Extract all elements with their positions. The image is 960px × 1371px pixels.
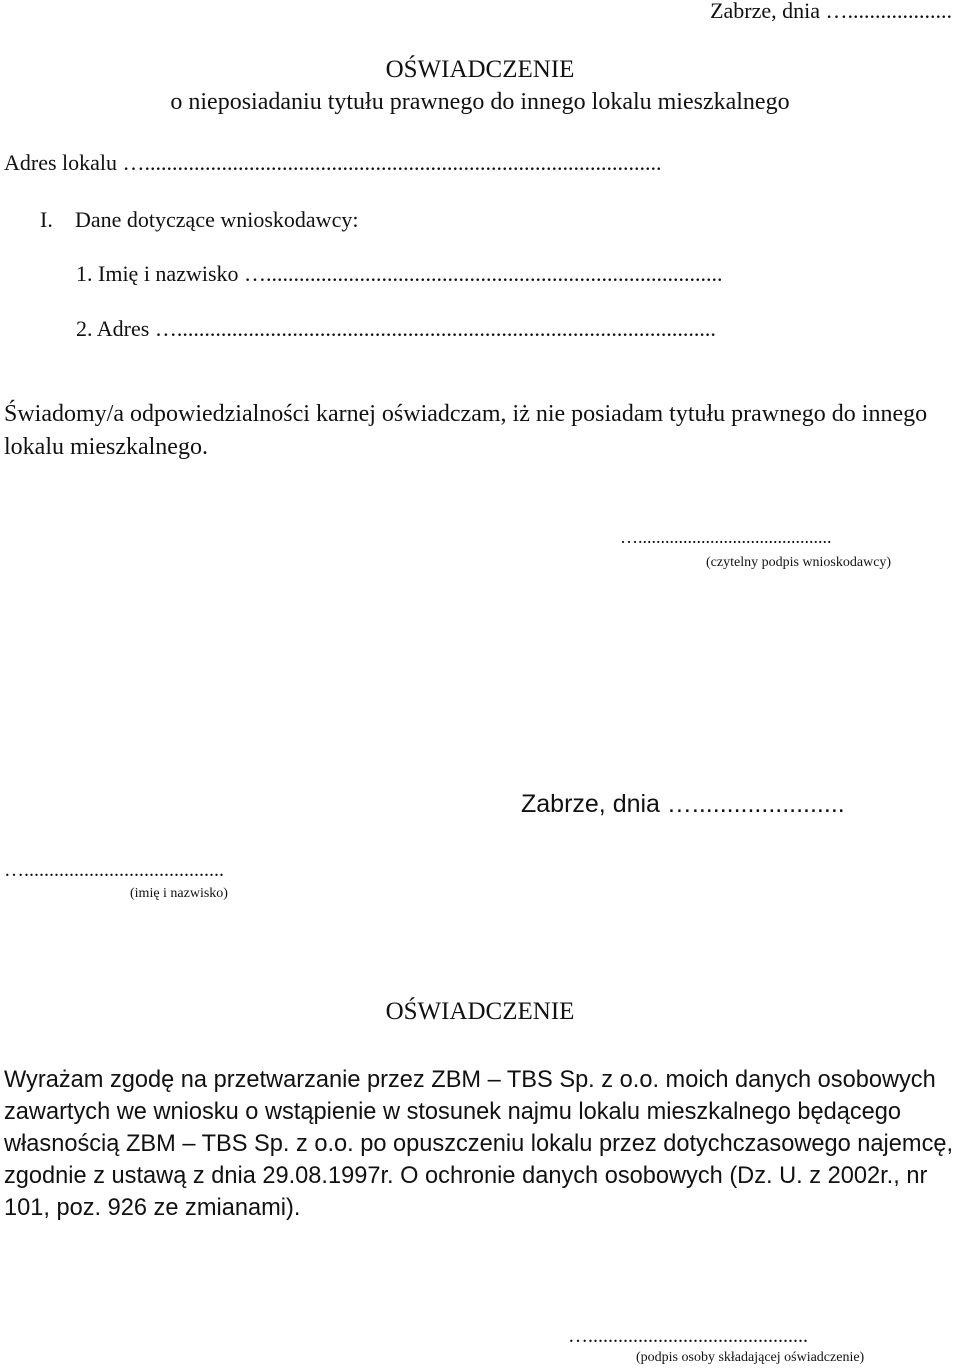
name-caption: (imię i nazwisko)	[130, 886, 228, 901]
consent-text: Wyrażam zgodę na przetwarzanie przez ZBM – TBS Sp. z o.o. moich danych osobowych zawartych we wniosku o wstąpienie w stosunek najmu lokalu mieszkalnego będącego własnością ZBM – TBS Sp. z o.o. po opuszczeniu lokalu przez dotychczasowego najemcę, zgodnie z ustawą z dnia 29.08.1997r. O ochronie danych osobowych (Dz. U. z 2002r., nr 101, poz. 926 ze zmianami).	[4, 1067, 954, 1221]
date-line-top: Zabrze, dnia …...................	[710, 0, 952, 23]
declaration-title: OŚWIADCZENIE	[385, 56, 575, 83]
consent-title: OŚWIADCZENIE	[385, 998, 575, 1025]
address-field-line: Adres lokalu …..............................................................................................	[4, 150, 662, 175]
consent-signature-line: …............................................	[568, 1325, 808, 1347]
applicant-address-field-line: 2. Adres …..................................................................................................	[76, 316, 716, 341]
section-title: Dane dotyczące wnioskodawcy:	[75, 207, 359, 232]
signature-line: …...........................................	[620, 527, 832, 547]
section-number: I.	[40, 207, 53, 232]
declaration-text: Świadomy/a odpowiedzialności karnej oświadczam, iż nie posiadam tytułu prawnego do innego lokalu mieszkalnego.	[4, 401, 928, 460]
name-signature-line: …........................................	[4, 859, 224, 881]
declaration-subtitle: o nieposiadaniu tytułu prawnego do innego lokalu mieszkalnego	[170, 89, 790, 115]
name-field-line: 1. Imię i nazwisko …...................................................................................	[76, 261, 723, 286]
consent-signature-caption: (podpis osoby składającej oświadczenie)	[636, 1350, 865, 1365]
section-heading	[40, 207, 358, 233]
signature-caption: (czytelny podpis wnioskodawcy)	[706, 555, 892, 570]
date-line-second: Zabrze, dnia …......................	[521, 790, 845, 818]
